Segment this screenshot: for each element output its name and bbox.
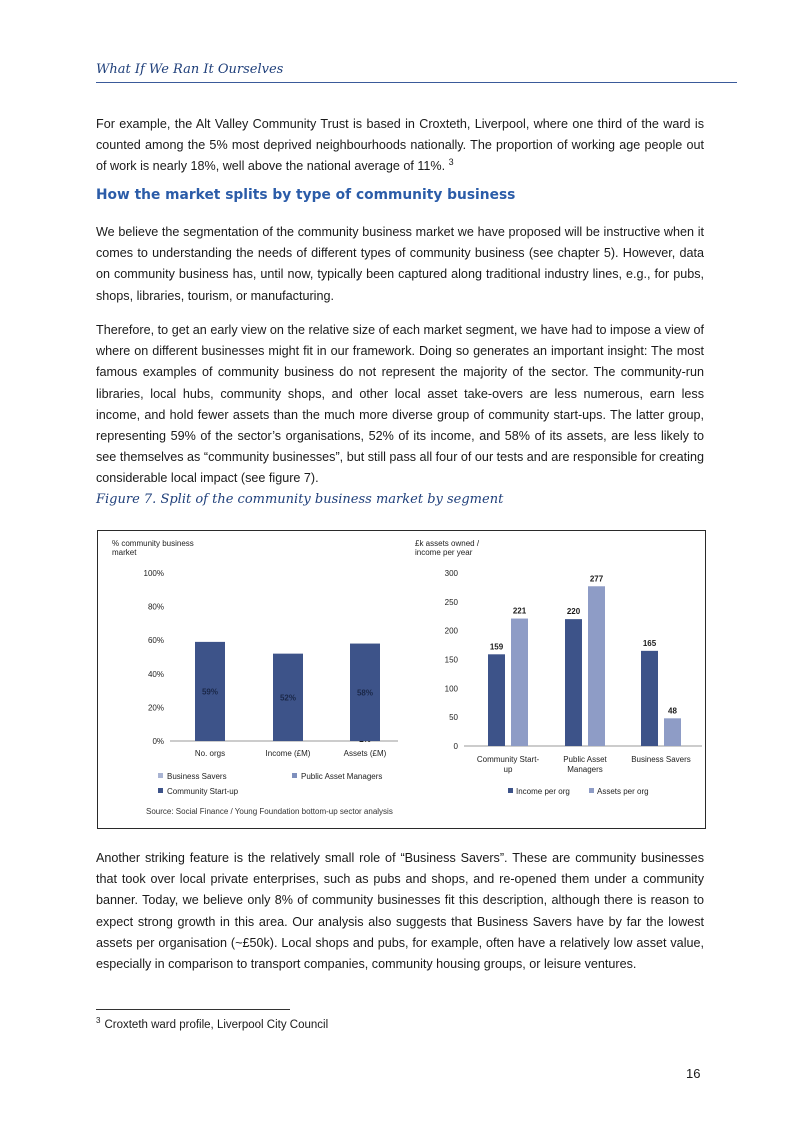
section-heading: How the market splits by type of community business: [96, 187, 516, 203]
left-legend-label: Community Start-up: [167, 787, 239, 796]
right-x-tick-label: Managers: [567, 765, 603, 774]
right-y-tick-label: 150: [444, 655, 458, 665]
header-rule: [96, 82, 737, 83]
figure-caption: Figure 7. Split of the community business market by segment: [96, 492, 504, 507]
left-y-tick-label: 60%: [147, 636, 164, 646]
grouped-bar-data-label: 221: [512, 606, 527, 616]
right-x-tick-label: Business Savers: [631, 755, 691, 764]
footnote-number: 3: [96, 1016, 101, 1025]
footnote-reference[interactable]: 3: [448, 157, 454, 168]
left-y-axis-label-line: market: [112, 548, 137, 557]
right-y-axis-label-line: income per year: [415, 548, 473, 557]
left-x-tick-label: Income (£M): [265, 749, 311, 758]
grouped-bar-data-label: 277: [589, 574, 604, 584]
stacked-bar-data-label: 59%: [201, 687, 219, 697]
right-x-tick-label: up: [503, 765, 513, 774]
left-y-tick-label: 80%: [147, 602, 164, 612]
grouped-bar: [565, 619, 582, 746]
grouped-bar-data-label: 48: [668, 706, 677, 716]
paragraph-intro: [96, 114, 704, 178]
left-y-tick-label: 40%: [147, 669, 164, 679]
stacked-bar-data-label: 58%: [356, 688, 374, 698]
right-y-tick-label: 300: [444, 569, 458, 578]
right-y-tick-label: 50: [449, 713, 458, 723]
right-y-tick-label: 100: [444, 684, 458, 694]
figure-source: Source: Social Finance / Young Foundation bottom-up sector analysis: [146, 807, 393, 816]
footnote-rule: [96, 1009, 290, 1010]
left-y-tick-label: 100%: [143, 569, 164, 578]
right-legend-label: Assets per org: [597, 787, 649, 796]
paragraph-segmentation: We believe the segmentation of the community business market we have proposed will be instructive when it comes to understanding the needs of different types of community business (see chapter 5). However, data on community business has, until now, typically been captured along traditional industry lines, e.g., for pubs, shops, libraries, tourism, or manufacturing.: [96, 225, 704, 303]
left-legend-swatch: [292, 773, 297, 778]
left-legend-swatch: [158, 773, 163, 778]
footnote: [96, 1016, 328, 1031]
left-y-axis-label-line: % community business: [112, 539, 194, 548]
right-y-axis-label-line: £k assets owned /: [415, 539, 480, 548]
grouped-bar-data-label: 220: [566, 607, 581, 617]
paragraph-intro-text: For example, the Alt Valley Community Trust is based in Croxteth, Liverpool, where one third of the ward is counted among the 5% most deprived neighbourhoods nationally. The proportion of working age people out of work is nearly 18%, well above the national average of 11%.: [96, 117, 704, 174]
right-legend-swatch: [589, 788, 594, 793]
grouped-bar-data-label: 165: [642, 638, 657, 648]
right-y-tick-label: 0: [453, 742, 458, 751]
footnote-text: Croxteth ward profile, Liverpool City Council: [104, 1018, 329, 1031]
right-legend-label: Income per org: [516, 787, 570, 796]
left-legend-label: Business Savers: [167, 772, 227, 781]
left-legend-label: Public Asset Managers: [301, 772, 383, 781]
grouped-bar: [641, 651, 658, 746]
right-x-tick-label: Public Asset: [563, 755, 607, 764]
paragraph-business-savers: Another striking feature is the relatively small role of “Business Savers”. These are community businesses that took over local private enterprises, such as pubs and shops, and re-opened them under a community banner. Today, we believe only 8% of community businesses fit this description, although there is reason to expect strong growth in this area. Our analysis also suggests that Business Savers have by far the lowest assets per organisation (~£50k). Local shops and pubs, for example, often have a relatively low asset value, especially in comparison to transport companies, community housing groups, or leisure ventures.: [96, 851, 704, 972]
grouped-bar-data-label: 159: [489, 642, 504, 652]
page-number: 16: [686, 1066, 701, 1081]
figure-7-charts: [98, 531, 705, 828]
grouped-bar: [511, 619, 528, 746]
assets-income-chart: [415, 539, 702, 796]
right-y-tick-label: 250: [444, 597, 458, 607]
stacked-share-chart: [112, 539, 398, 796]
grouped-bar: [588, 586, 605, 746]
right-y-tick-label: 200: [444, 626, 458, 636]
left-y-tick-label: 0%: [152, 737, 164, 746]
figure-7-box: [97, 530, 706, 829]
stacked-bar-data-label: 52%: [279, 693, 297, 703]
left-legend-swatch: [158, 788, 163, 793]
grouped-bar: [664, 718, 681, 746]
paragraph-market-view: Therefore, to get an early view on the relative size of each market segment, we have had to impose a view of where on different businesses might fit in our framework. Doing so generates an important insight: The most famous examples of community business do not represent the majority of the sector. The community-run libraries, local hubs, community shops, and other local asset take-overs are less numerous, earn less income, and hold fewer assets than the much more diverse group of community start-ups. The latter group, representing 59% of the sector’s organisations, 52% of its income, and 58% of its assets, are less likely to see themselves as “community businesses”, but still pass all four of our tests and are responsible for creating considerable local impact (see figure 7).: [96, 323, 704, 486]
left-y-tick-label: 20%: [147, 703, 164, 713]
running-header-title: What If We Ran It Ourselves: [96, 62, 284, 77]
left-x-tick-label: Assets (£M): [343, 749, 387, 758]
right-legend-swatch: [508, 788, 513, 793]
left-x-tick-label: No. orgs: [194, 749, 226, 758]
right-x-tick-label: Community Start-: [476, 755, 540, 764]
grouped-bar: [488, 654, 505, 746]
